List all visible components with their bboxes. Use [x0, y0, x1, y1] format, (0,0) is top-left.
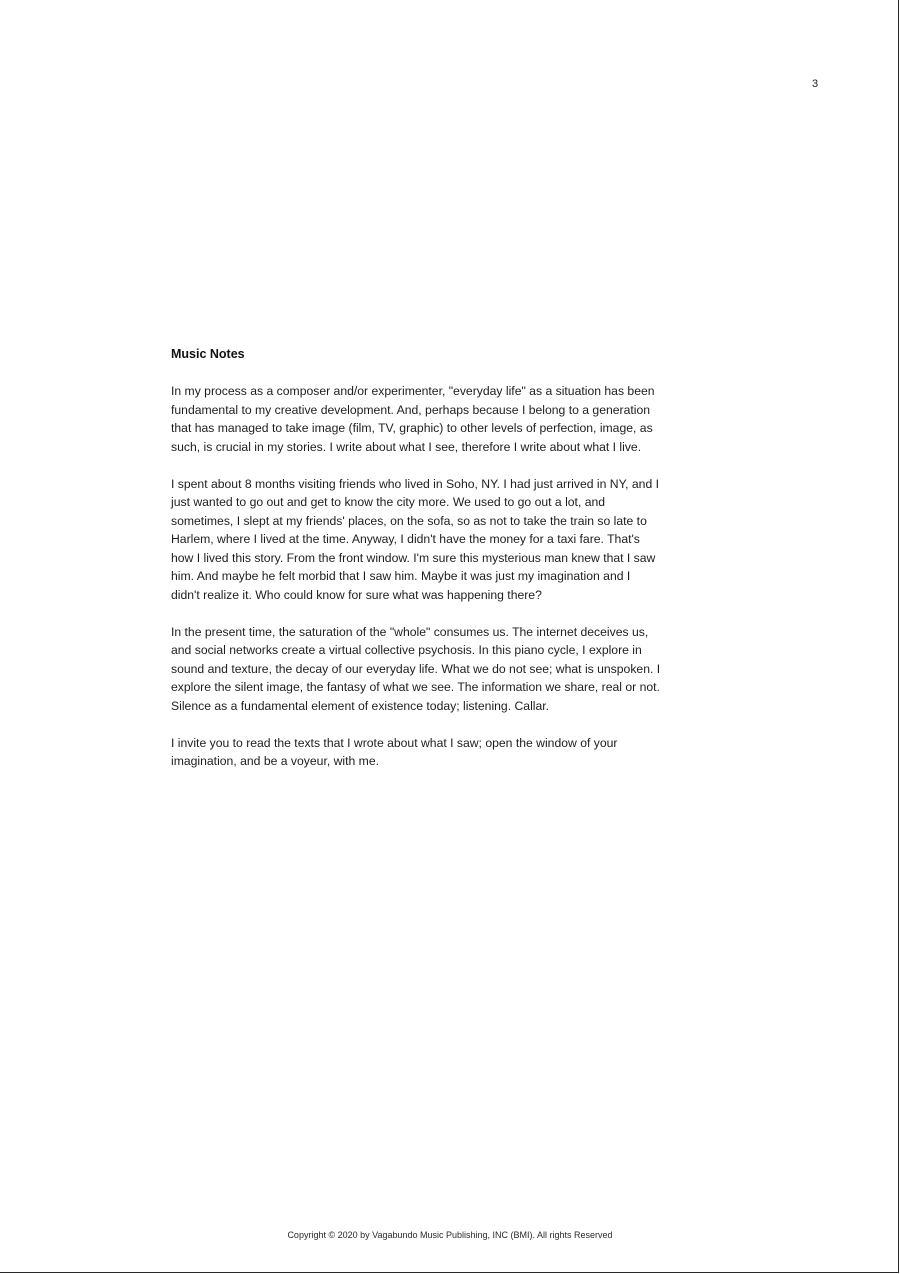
paragraph-2 — [171, 475, 736, 605]
text-line: that has managed to take image (film, TV, graphic) to other levels of perfection, image, as — [171, 421, 653, 435]
text-line: fundamental to my creative development. And, perhaps because I belong to a generation — [171, 402, 651, 417]
text-line: how I lived this story. From the front window. I'm sure this mysterious man knew that I saw — [171, 550, 656, 565]
text-line: explore the silent image, the fantasy of what we see. The information we share, real or not. — [171, 680, 660, 694]
copyright-footer: Copyright © 2020 by Vagabundo Music Publishing, INC (BMI). All rights Reserved — [287, 1230, 613, 1240]
page-number: 3 — [812, 78, 819, 90]
text-line: In the present time, the saturation of the "whole" consumes us. The internet deceives us, — [171, 624, 649, 639]
paragraph-3 — [171, 623, 736, 716]
text-line: sometimes, I slept at my friends' places, on the sofa, so as not to take the train so late to — [171, 513, 647, 528]
paragraph-4 — [171, 734, 736, 771]
text-line: Silence as a fundamental element of existence today; listening. Callar. — [171, 698, 550, 713]
text-line: Harlem, where I lived at the time. Anyway, I didn't have the money for a taxi fare. That's — [171, 532, 640, 546]
text-line: imagination, and be a voyeur, with me. — [171, 754, 379, 768]
text-line: didn't realize it. Who could know for sure what was happening there? — [171, 587, 542, 602]
text-line: In my process as a composer and/or experimenter, "everyday life" as a situation has been — [171, 384, 655, 398]
text-line: just wanted to go out and get to know the city more. We used to go out a lot, and — [171, 495, 606, 509]
text-line: and social networks create a virtual collective psychosis. In this piano cycle, I explore in — [171, 643, 642, 657]
text-line: him. And maybe he felt morbid that I saw him. Maybe it was just my imagination and I — [171, 569, 631, 583]
text-line: I spent about 8 months visiting friends who lived in Soho, NY. I had just arrived in NY, and I — [171, 476, 660, 491]
section-title: Music Notes — [171, 347, 245, 361]
text-line: such, is crucial in my stories. I write about what I see, therefore I write about what I live. — [171, 439, 642, 454]
text-line: I invite you to read the texts that I wrote about what I saw; open the window of your — [171, 735, 618, 750]
paragraph-1 — [171, 382, 736, 456]
music-notes-section — [171, 345, 736, 789]
text-line: sound and texture, the decay of our everyday life. What we do not see; what is unspoken. I — [171, 661, 661, 676]
